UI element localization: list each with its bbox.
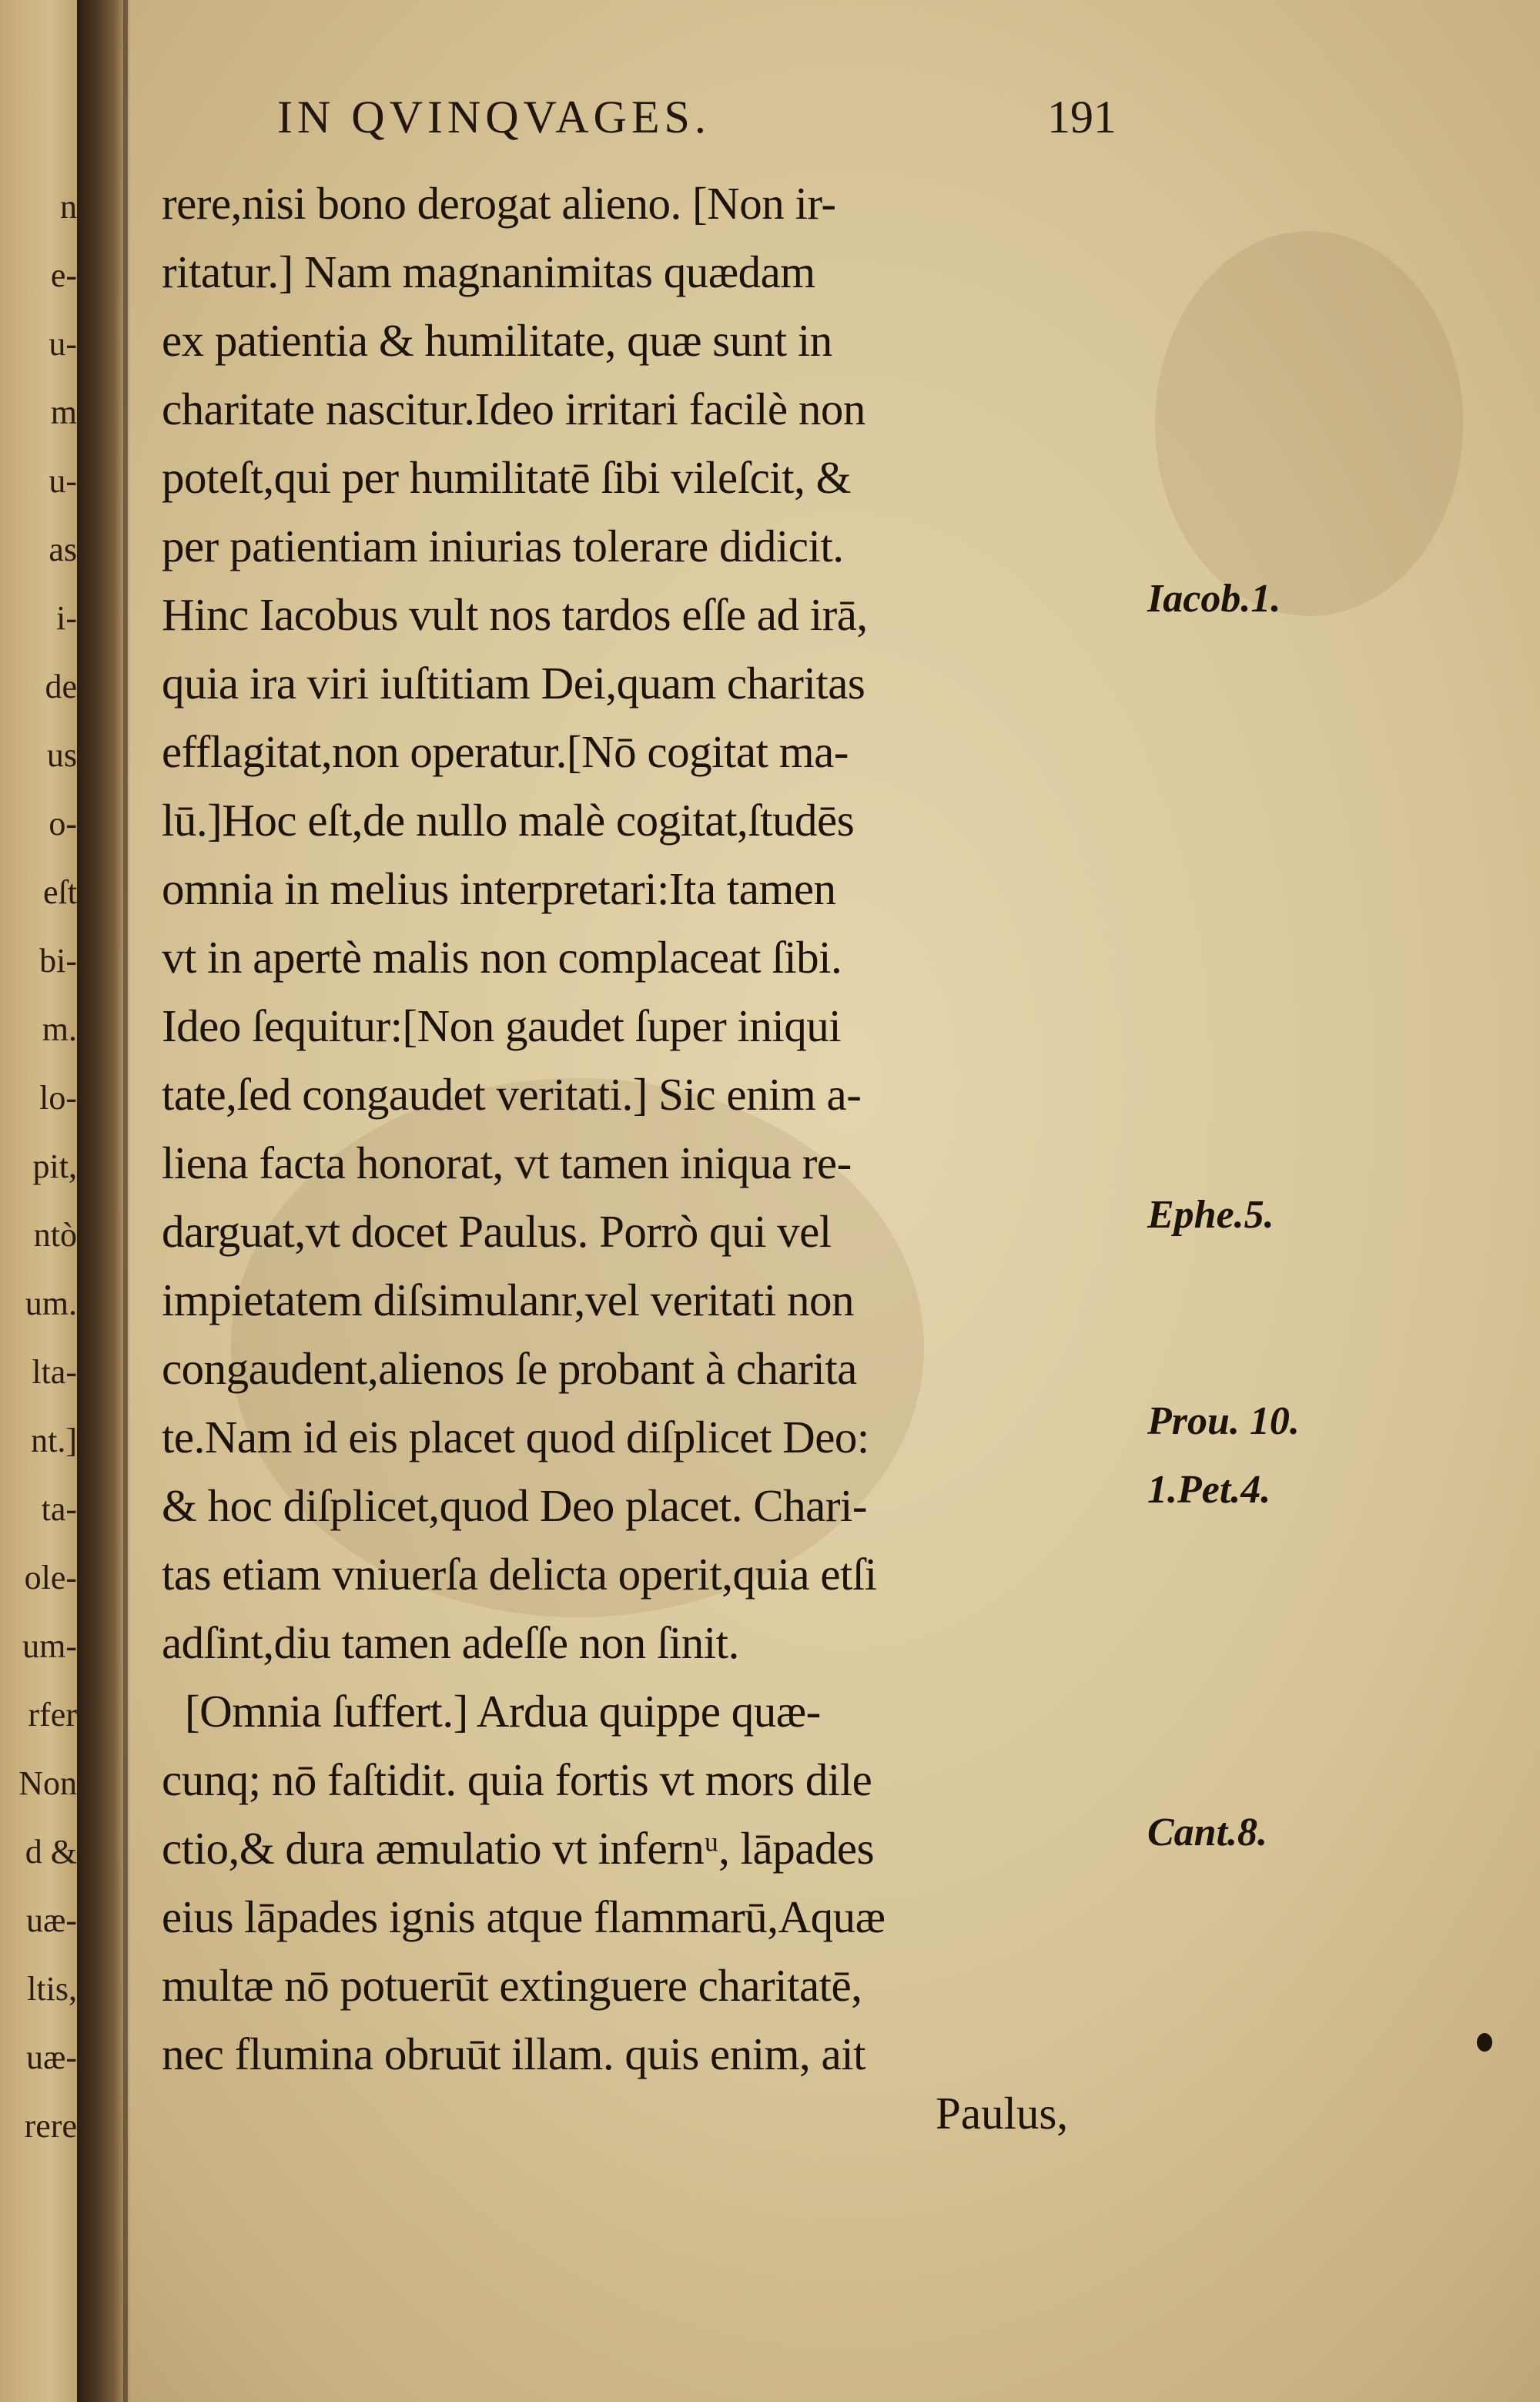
- text-line: omnia in melius interpretari:Ita tamen: [162, 863, 836, 914]
- text-line: ctio,& dura æmulatio vt infernᵘ, lāpades: [162, 1823, 875, 1874]
- previous-page-fragment: d &: [25, 1834, 77, 1871]
- margin-note-pet: 1.Pet.4.: [1147, 1468, 1271, 1512]
- text-line: eius lāpades ignis atque flammarū,Aquæ: [162, 1891, 886, 1942]
- text-line: lū.]Hoc eſt,de nullo malè cogitat,ſtudēs: [162, 795, 855, 846]
- previous-page-fragment: nt.]: [31, 1422, 77, 1459]
- previous-page-fragment: u-: [49, 463, 77, 500]
- text-line: Hinc Iacobus vult nos tardos eſſe ad irā,: [162, 589, 868, 640]
- previous-page-fragment: lta-: [32, 1354, 77, 1391]
- margin-note-iacob: Iacob.1.: [1147, 577, 1281, 621]
- text-line: ex patientia & humilitate, quæ sunt in: [162, 315, 832, 366]
- previous-page-fragment: rfer: [28, 1697, 77, 1734]
- previous-page-fragment: rere: [24, 2108, 77, 2145]
- previous-page-fragment: us: [46, 737, 77, 774]
- text-line: Ideo ſequitur:[Non gaudet ſuper iniqui: [162, 1000, 842, 1051]
- previous-page-fragment: bi-: [39, 943, 77, 980]
- gutter-shadow: [123, 0, 128, 2402]
- text-line: tate,ſed congaudet veritati.] Sic enim a-: [162, 1069, 862, 1120]
- previous-page-fragment: uæ-: [26, 2039, 77, 2076]
- text-line: liena facta honorat, vt tamen iniqua re-: [162, 1137, 852, 1188]
- previous-page-fragment: ole-: [24, 1559, 77, 1596]
- text-line: [Omnia ſuffert.] Ardua quippe quæ-: [185, 1686, 821, 1737]
- previous-page-fragment: de: [45, 668, 77, 705]
- previous-page-fragment: u-: [49, 326, 77, 363]
- text-line: nec flumina obruūt illam. quis enim, ait: [162, 2028, 865, 2079]
- body-text: [162, 169, 1140, 2089]
- page-number: 191: [1047, 92, 1116, 142]
- previous-page-fragment: pit,: [32, 1148, 77, 1185]
- previous-page-fragment: ntò: [33, 1217, 77, 1254]
- text-line: congaudent,alienos ſe probant à charita: [162, 1343, 857, 1394]
- text-line: adſint,diu tamen adeſſe non ſinit.: [162, 1617, 739, 1668]
- previous-page-fragment: uæ-: [26, 1902, 77, 1939]
- previous-page-fragment: Non: [18, 1765, 77, 1802]
- previous-page-fragment: um-: [22, 1628, 77, 1665]
- previous-page-fragment: i-: [56, 600, 77, 637]
- previous-page-fragment: as: [49, 531, 77, 568]
- margin-note-cant: Cant.8.: [1147, 1811, 1268, 1854]
- text-line: ritatur.] Nam magnanimitas quædam: [162, 246, 815, 297]
- previous-page-fragment: ltis,: [27, 1971, 77, 2008]
- paper-stain: [1155, 231, 1463, 616]
- ink-dot: [1477, 2033, 1492, 2052]
- text-line: per patientiam iniurias tolerare didicit.: [162, 521, 844, 571]
- previous-page-fragment: eſt: [43, 874, 77, 911]
- text-line: impietatem diſsimulanr,vel veritati non: [162, 1275, 854, 1325]
- previous-page-fragment: m.: [42, 1011, 77, 1048]
- margin-note-ephe: Ephe.5.: [1147, 1193, 1274, 1237]
- text-line: darguat,vt docet Paulus. Porrò qui vel: [162, 1206, 832, 1257]
- text-line: poteſt,qui per humilitatē ſibi vileſcit, &: [162, 452, 851, 503]
- margin-note-prou: Prou. 10.: [1147, 1399, 1300, 1443]
- running-title: IN QVINQVAGES.: [277, 92, 711, 142]
- text-line: rere,nisi bono derogat alieno. [Non ir-: [162, 178, 836, 229]
- text-line: te.Nam id eis placet quod diſplicet Deo:: [162, 1412, 869, 1462]
- previous-page-fragment: e-: [50, 257, 77, 294]
- previous-page-fragment: m: [50, 394, 77, 431]
- text-line: charitate nascitur.Ideo irritari facilè non: [162, 384, 865, 434]
- text-line: tas etiam vniuerſa delicta operit,quia etſi: [162, 1549, 877, 1600]
- text-line: & hoc diſplicet,quod Deo placet. Chari-: [162, 1480, 868, 1531]
- text-line: vt in apertè malis non complaceat ſibi.: [162, 932, 842, 983]
- text-line: cunq; nō faſtidit. quia fortis vt mors dile: [162, 1754, 872, 1805]
- catchword: Paulus,: [936, 2088, 1069, 2139]
- previous-page-fragment: lo-: [39, 1080, 77, 1117]
- text-line: multæ nō potuerūt extinguere charitatē,: [162, 1960, 862, 2011]
- previous-page-fragment: ta-: [41, 1491, 77, 1528]
- previous-page-fragment: o-: [49, 806, 77, 843]
- text-line: efflagitat,non operatur.[Nō cogitat ma-: [162, 726, 849, 777]
- text-line: quia ira viri iuſtitiam Dei,quam charitas: [162, 658, 865, 709]
- previous-page-fragment: n: [60, 189, 77, 226]
- previous-page-fragment: um.: [25, 1285, 77, 1322]
